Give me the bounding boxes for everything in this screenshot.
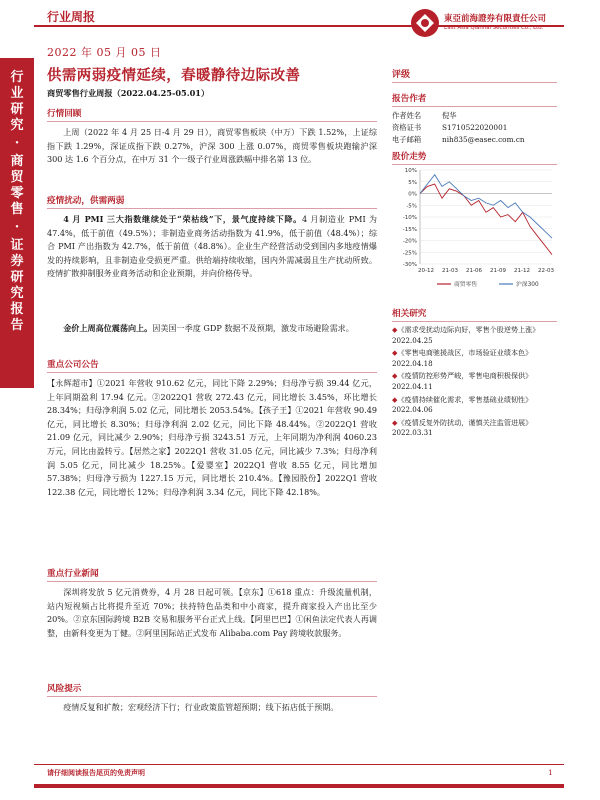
related-heading-text: 相关研究 <box>392 309 427 319</box>
related-item-date: 2022.04.18 <box>392 358 433 368</box>
related-heading <box>392 307 557 319</box>
chart-y-tick-label: -10% <box>402 215 417 221</box>
author-info <box>392 110 525 146</box>
chart-x-tick-label: 21-09 <box>490 268 506 274</box>
report-type: 行业周报 <box>47 10 96 24</box>
author-heading-text: 报告作者 <box>392 94 427 104</box>
section-heading-macro-text: 疫情扰动，供需两弱 <box>47 196 125 206</box>
section-heading-risk-text: 风险提示 <box>47 684 82 694</box>
chart-legend-label: 沪深300 <box>516 282 539 288</box>
price-trend-chart <box>392 162 558 294</box>
related-item-title: 《需求受扰动边际向好，零售个股逆势上涨》 <box>397 325 540 334</box>
section-heading-macro <box>47 194 377 208</box>
section-heading-company-text: 重点公司公告 <box>47 360 99 370</box>
report-subtitle: 商贸零售行业周报（2022.04.25-05.01） <box>47 88 210 98</box>
band-segment: 证 券 研 究 报 告 <box>10 238 24 333</box>
section-heading-risk <box>47 682 377 696</box>
related-item[interactable] <box>392 395 557 416</box>
chart-x-tick-label: 20-12 <box>418 268 434 274</box>
chart-x-tick-label: 21-12 <box>514 268 530 274</box>
rating-rule <box>392 82 557 83</box>
author-row <box>392 122 525 134</box>
chart-y-tick-label: 0% <box>408 191 417 198</box>
band-segment: · <box>14 220 20 235</box>
bullet-icon: ◆ <box>392 394 398 404</box>
section-heading-company <box>47 358 377 372</box>
category-band-text <box>3 70 31 334</box>
related-item-title: 《疫情防控形势严峻，零售电商积极保供》 <box>397 371 533 381</box>
chart-x-tick-label: 21-06 <box>466 268 482 274</box>
chart-x-tick-label: 21-03 <box>442 268 458 274</box>
report-date: 2022 年 05 月 05 日 <box>47 46 162 59</box>
author-row-value[interactable]: nih835@easec.com.cn <box>442 135 525 144</box>
chart-y-tick-label: 10% <box>404 168 417 174</box>
related-item-title: 《零售电商驰援战区，市场验证业绩本色》 <box>397 348 533 358</box>
related-item-date: 2022.03.31 <box>392 428 433 438</box>
category-band <box>0 58 34 388</box>
footer-bar <box>34 784 564 788</box>
chart-x-tick-label: 22-03 <box>538 268 554 274</box>
band-segment: · <box>14 136 20 151</box>
company-paragraph: 【永辉超市】①2021 年营收 910.62 亿元，同比下降 2.29%；归母净亏损 39.44 亿元，上年同期盈利 17.94 亿元。②2022Q1 营收 272.43 亿元，同比增长 3.45%，环比增长 28.34%；归母净利润 5.02 亿元，同比增长 2053.54%。【孩子王】①2021 年营收 90.49 亿元，同比增长 8.30%；归母净利润 2.02 亿元，同比下降 48.44%。②2022Q1 营收 21.09 亿元，同比减少 2.90%；归母净亏损 3243.51 万元，上年同期为净利润 4060.23 万元，同比由盈转亏。【居然之家】2022Q1 营收 31.05 亿元，同比减少 7.3%；归母净利润 5.05 亿元，同比减少 18.25%。【爱婴室】2022Q1 营收 8.55 亿元，同比增加 57.38%；归母净亏损为 1227.15 万元，同比增长 210.4%。【豫园股份】2022Q1 营收 122.38 亿元，同比增长 12%；归母净利润 3.34 亿元，同比下降 42.18%。 <box>47 378 377 497</box>
bullet-icon: ◆ <box>392 348 398 358</box>
logo-en-text: East Asia Qianhai Securities Co., Ltd. <box>444 25 544 31</box>
macro-paragraph-2 <box>47 322 377 336</box>
macro-paragraph-1 <box>47 213 377 281</box>
chart-y-tick-label: -30% <box>402 262 417 268</box>
related-item-date: 2022.04.25 <box>392 335 433 345</box>
review-paragraph: 上周（2022 年 4 月 25 日-4 月 29 日），商贸零售板块（中万）下跌 1.52%，上证综指下跌 1.29%，深证成指下跌 0.27%，沪深 300 上涨 0.07%，商贸零售板块跑输沪深 300 达 1.6 个百分点，在中万 31 个一级子行业周涨跌幅中排名第 13 位。 <box>47 127 377 165</box>
band-segment: 商 贸 零 售 <box>10 154 24 217</box>
rating-heading: 评级 <box>392 70 411 80</box>
related-item[interactable] <box>392 371 557 392</box>
author-row-value: 倪华 <box>442 111 457 120</box>
related-item[interactable] <box>392 418 557 439</box>
author-row <box>392 110 525 122</box>
trend-heading <box>392 150 557 162</box>
logo-cn-text: 東亞前海證券有限責任公司 <box>444 14 547 24</box>
macro-body: 4 月制造业 PMI 为 47.4%，低于前值（49.5%）；非制造业商务活动指数为 41.9%，低于前值（48.4%）；综合 PMI 产出指数为 42.7%，低于前值（48.8%）。企业生产经营活动受到国内多地疫情爆发的持续影响，且非制造业受损更严重。供给端持续收缩，国内外需减弱且生产扰动所致。疫情扩散抑制服务业商务活动和企业预期，并向价格传导。 <box>47 214 377 279</box>
section-heading-news-text: 重点行业新闻 <box>47 569 99 579</box>
chart-y-tick-label: 5% <box>408 179 417 186</box>
related-item-date: 2022.04.11 <box>392 381 433 391</box>
author-heading <box>392 92 557 104</box>
footer-rule <box>34 764 564 765</box>
page-number: 1 <box>548 768 553 777</box>
bullet-icon: ◆ <box>392 371 398 381</box>
chart-legend-label: 商贸零售 <box>454 282 478 288</box>
trend-heading-text: 股价走势 <box>392 152 427 162</box>
bullet-icon: ◆ <box>392 417 398 427</box>
footer-disclaimer[interactable]: 请仔细阅读报告尾页的免责声明 <box>47 768 145 777</box>
related-item[interactable] <box>392 325 557 346</box>
author-row-key: 资格证书 <box>392 123 422 132</box>
company-logo <box>410 8 570 52</box>
gold-body: 因美国一季度 GDP 数据不及预期，激发市场避险需求。 <box>152 323 354 333</box>
chart-y-tick-label: -20% <box>402 238 417 245</box>
related-item-title: 《疫情反复外防扰动，谨慎关注监管进展》 <box>397 417 533 427</box>
chart-y-tick-label: -15% <box>402 226 417 233</box>
news-paragraph: 深圳将发放 5 亿元消费券，4 月 28 日起可领。【京东】①618 重点：升级流量机制，站内短视频占比将提升至近 70%；扶持特色品类和中小商家，提升商家投入产出比至少 20%。②京东国际跨境 B2B 交易和服务平台正式上线。【阿里巴巴】①闲鱼法定代表人再调整，由新科变更为丁健。②阿里国际站正式发布 Alibaba.com Pay 跨境收款服务。 <box>47 587 377 638</box>
bullet-icon: ◆ <box>392 325 398 334</box>
chart-y-tick-label: -25% <box>402 250 417 257</box>
author-row-key: 作者姓名 <box>392 111 422 120</box>
logo-mark-icon <box>410 8 440 38</box>
section-heading-review <box>47 107 377 121</box>
chart-y-tick-label: -5% <box>406 203 417 210</box>
related-item[interactable] <box>392 348 557 369</box>
section-heading-news <box>47 567 377 581</box>
risk-paragraph: 疫情反复和扩散；宏观经济下行；行业政策监管超预期；线下拓店低于预期。 <box>63 702 339 712</box>
author-row <box>392 134 525 146</box>
related-item-date: 2022.04.06 <box>392 405 433 415</box>
related-list <box>392 325 557 441</box>
author-row-value: S1710522020001 <box>442 123 508 132</box>
report-title: 供需两弱疫情延续，春暖静待边际改善 <box>47 67 301 84</box>
related-item-title: 《疫情持续催化需求，零售基础业绩韧性》 <box>397 394 533 404</box>
section-heading-review-text: 行情回顾 <box>47 109 82 119</box>
band-segment: 行 业 研 究 <box>10 70 24 133</box>
gold-lead: 金价上周高位震荡向上。 <box>63 323 153 333</box>
macro-lead: 4 月 PMI 三大指数继续处于“荣枯线”下，景气度持续下降。 <box>63 214 302 224</box>
author-row-key: 电子邮箱 <box>392 135 422 144</box>
